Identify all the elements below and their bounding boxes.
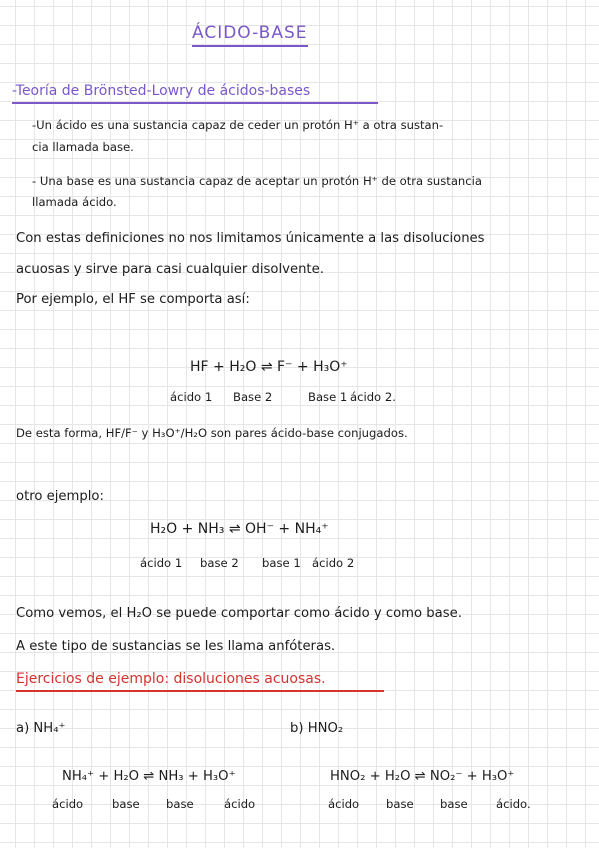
exercises-heading-underline: [16, 690, 384, 692]
equation-water-ammonia-label-3: base 1: [262, 556, 301, 570]
exercise-a-equation: NH₄⁺ + H₂O ⇌ NH₃ + H₃O⁺: [62, 769, 236, 784]
page-title: ÁCIDO-BASE: [192, 23, 308, 43]
other-example-label: otro ejemplo:: [16, 489, 104, 504]
acid-definition-line-1: -Un ácido es una sustancia capaz de ceder un protón H⁺ a otra sustan-: [32, 118, 444, 132]
exercise-b-label-1: ácido: [328, 797, 360, 811]
equation-hf-label-4: ácido 2.: [350, 390, 396, 404]
exercise-b-equation: HNO₂ + H₂O ⇌ NO₂⁻ + H₃O⁺: [330, 769, 515, 784]
paragraph-amphoteric-1: Como vemos, el H₂O se puede comportar como ácido y como base.: [16, 606, 462, 621]
exercise-a-label-3: base: [166, 797, 194, 811]
equation-water-ammonia-label-1: ácido 1: [140, 556, 183, 570]
exercise-b-label: b) HNO₂: [290, 721, 344, 736]
theory-heading-underline: [12, 102, 378, 104]
acid-definition-line-2: cia llamada base.: [32, 140, 134, 154]
exercise-b-label-4: ácido.: [496, 797, 531, 811]
title-underline: [192, 45, 308, 47]
equation-hf: HF + H₂O ⇌ F⁻ + H₃O⁺: [190, 359, 348, 375]
paragraph-example-intro: Por ejemplo, el HF se comporta así:: [16, 292, 250, 307]
exercise-b-label-2: base: [386, 797, 414, 811]
equation-water-ammonia-label-2: base 2: [200, 556, 239, 570]
equation-hf-label-3: Base 1: [308, 390, 348, 404]
equation-hf-label-1: ácido 1: [170, 390, 213, 404]
exercises-heading: Ejercicios de ejemplo: disoluciones acuosas.: [16, 671, 326, 687]
paragraph-definitions-1: Con estas definiciones no nos limitamos únicamente a las disoluciones: [16, 231, 485, 246]
equation-water-ammonia-label-4: ácido 2: [312, 556, 355, 570]
exercise-b-label-3: base: [440, 797, 468, 811]
paragraph-conjugate-pairs: De esta forma, HF/F⁻ y H₃O⁺/H₂O son pares ácido-base conjugados.: [16, 426, 408, 440]
paragraph-amphoteric-2: A este tipo de sustancias se les llama anfóteras.: [16, 639, 336, 654]
exercise-a-label-2: base: [112, 797, 140, 811]
exercise-a-label-1: ácido: [52, 797, 84, 811]
base-definition-line-2: llamada ácido.: [32, 195, 117, 209]
theory-heading: -Teoría de Brönsted-Lowry de ácidos-bases: [12, 83, 311, 99]
equation-hf-label-2: Base 2: [233, 390, 273, 404]
exercise-a-label: a) NH₄⁺: [16, 721, 66, 736]
paragraph-definitions-2: acuosas y sirve para casi cualquier disolvente.: [16, 262, 324, 277]
exercise-a-label-4: ácido: [224, 797, 256, 811]
base-definition-line-1: - Una base es una sustancia capaz de aceptar un protón H⁺ de otra sustancia: [32, 174, 482, 188]
equation-water-ammonia: H₂O + NH₃ ⇌ OH⁻ + NH₄⁺: [150, 521, 329, 537]
